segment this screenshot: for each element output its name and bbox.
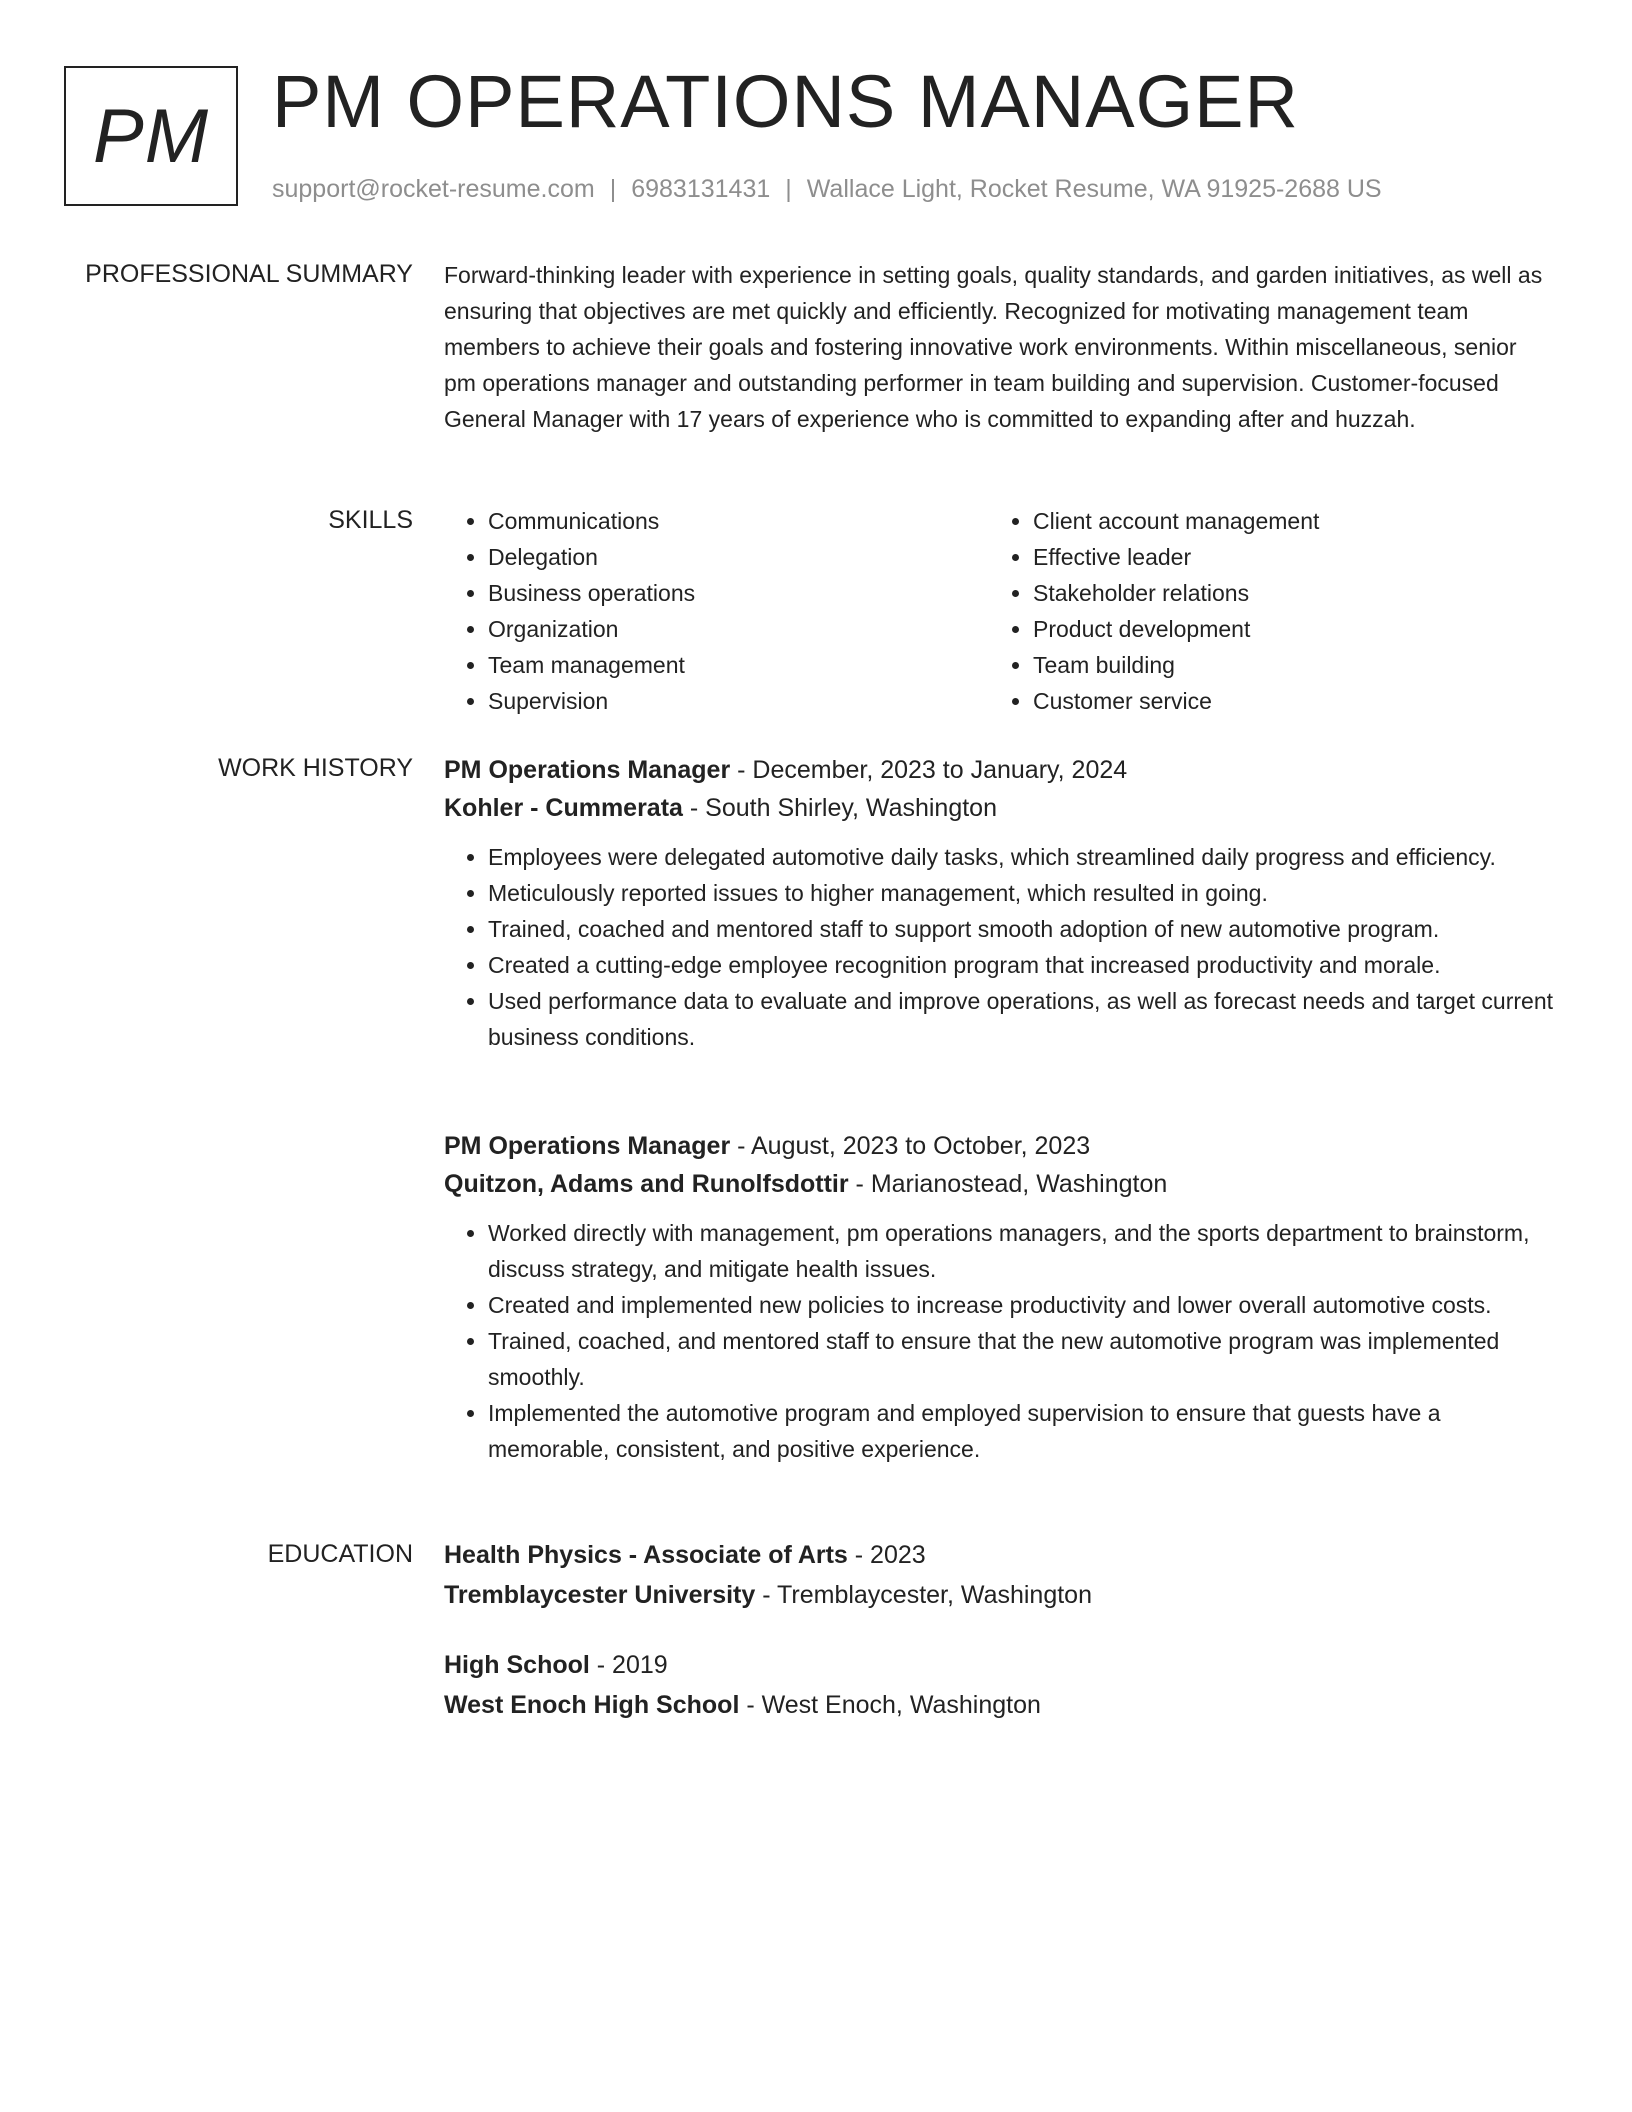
job-company: Kohler - Cummerata	[444, 794, 683, 822]
skill-item: • Team management	[488, 647, 989, 683]
job-location: - South Shirley, Washington	[682, 794, 997, 822]
education-location: - West Enoch, Washington	[739, 1691, 1041, 1719]
education-entry	[444, 1645, 1554, 1725]
education-location: - Tremblaycester, Washington	[755, 1581, 1092, 1609]
skill-item: • Customer service	[1033, 683, 1534, 719]
education-school: West Enoch High School	[444, 1691, 740, 1719]
summary-text: Forward-thinking leader with experience in setting goals, quality standards, and garden initiatives, as well as ensuring that objectives are met quickly and efficiently. Recognized for motivating management team members to achieve their goals and fostering innovative work environments. Within miscellaneous, senior pm operations manager and outstanding performer in team building and supervision. Customer-focused General Manager with 17 years of experience who is committed to expanding after and huzzah.	[444, 262, 1543, 432]
skills-list-left	[444, 503, 989, 719]
education-entry	[444, 1535, 1554, 1615]
monogram-logo: PM	[64, 66, 238, 206]
job-company-line	[444, 789, 1554, 827]
job-title: PM Operations Manager	[444, 1132, 731, 1160]
education-degree-line	[444, 1645, 1554, 1685]
education-year: - 2019	[589, 1651, 668, 1679]
skill-item: • Stakeholder relations	[1033, 575, 1534, 611]
job-bullet: • Created a cutting-edge employee recognition program that increased productivity and morale.	[488, 947, 1554, 983]
skill-item: • Communications	[488, 503, 989, 539]
job-company: Quitzon, Adams and Runolfsdottir	[444, 1170, 849, 1198]
job-bullet: • Meticulously reported issues to higher management, which resulted in going.	[488, 875, 1554, 911]
education-degree: Health Physics - Associate of Arts	[444, 1541, 848, 1569]
skill-item: • Business operations	[488, 575, 989, 611]
skills-list-right	[989, 503, 1534, 719]
contact-address: Wallace Light, Rocket Resume, WA 91925-2688 US	[806, 175, 1382, 203]
job-bullet: • Used performance data to evaluate and improve operations, as well as forecast needs and target current business conditions.	[488, 983, 1554, 1055]
job-entry	[444, 751, 1554, 1055]
job-title: PM Operations Manager	[444, 756, 731, 784]
job-bullet: • Trained, coached and mentored staff to support smooth adoption of new automotive program.	[488, 911, 1554, 947]
education-year: - 2023	[847, 1541, 926, 1569]
section-label-education: EDUCATION	[267, 1540, 413, 1568]
contact-separator: |	[609, 175, 617, 203]
job-entry	[444, 1127, 1554, 1467]
contact-phone[interactable]: 6983131431	[631, 175, 771, 203]
education-degree-line	[444, 1535, 1554, 1575]
education-degree: High School	[444, 1651, 590, 1679]
job-dates: - December, 2023 to January, 2024	[730, 756, 1128, 784]
job-bullets	[444, 1215, 1554, 1467]
job-title-line	[444, 751, 1554, 789]
education-school: Tremblaycester University	[444, 1581, 756, 1609]
job-bullet: • Created and implemented new policies to increase productivity and lower overall automotive costs.	[488, 1287, 1554, 1323]
job-title-line	[444, 1127, 1554, 1165]
skill-item: • Delegation	[488, 539, 989, 575]
education-school-line	[444, 1575, 1554, 1615]
skill-item: • Client account management	[1033, 503, 1534, 539]
candidate-name: PM OPERATIONS MANAGER	[272, 60, 1299, 143]
job-bullet: • Employees were delegated automotive daily tasks, which streamlined daily progress and efficiency.	[488, 839, 1554, 875]
job-bullet: • Worked directly with management, pm operations managers, and the sports department to brainstorm, discuss strategy, and mitigate health issues.	[488, 1215, 1554, 1287]
skill-item: • Supervision	[488, 683, 989, 719]
contact-separator: |	[785, 175, 792, 203]
job-bullet: • Trained, coached, and mentored staff to ensure that the new automotive program was implemented smoothly.	[488, 1323, 1554, 1395]
section-label-work-history: WORK HISTORY	[218, 754, 413, 782]
job-bullet: • Implemented the automotive program and employed supervision to ensure that guests have a memorable, consistent, and positive experience.	[488, 1395, 1554, 1467]
skill-item: • Effective leader	[1033, 539, 1534, 575]
section-label-skills: SKILLS	[328, 506, 413, 534]
job-dates: - August, 2023 to October, 2023	[730, 1132, 1091, 1160]
contact-line	[272, 172, 1382, 206]
job-location: - Marianostead, Washington	[848, 1170, 1168, 1198]
skill-item: • Team building	[1033, 647, 1534, 683]
skill-item: • Organization	[488, 611, 989, 647]
section-label-summary: PROFESSIONAL SUMMARY	[85, 260, 413, 288]
education-school-line	[444, 1685, 1554, 1725]
contact-email[interactable]: support@rocket-resume.com	[272, 175, 595, 203]
skills-columns	[444, 503, 1554, 719]
job-bullets	[444, 839, 1554, 1055]
skill-item: • Product development	[1033, 611, 1534, 647]
summary-content	[444, 257, 1554, 437]
job-company-line	[444, 1165, 1554, 1203]
